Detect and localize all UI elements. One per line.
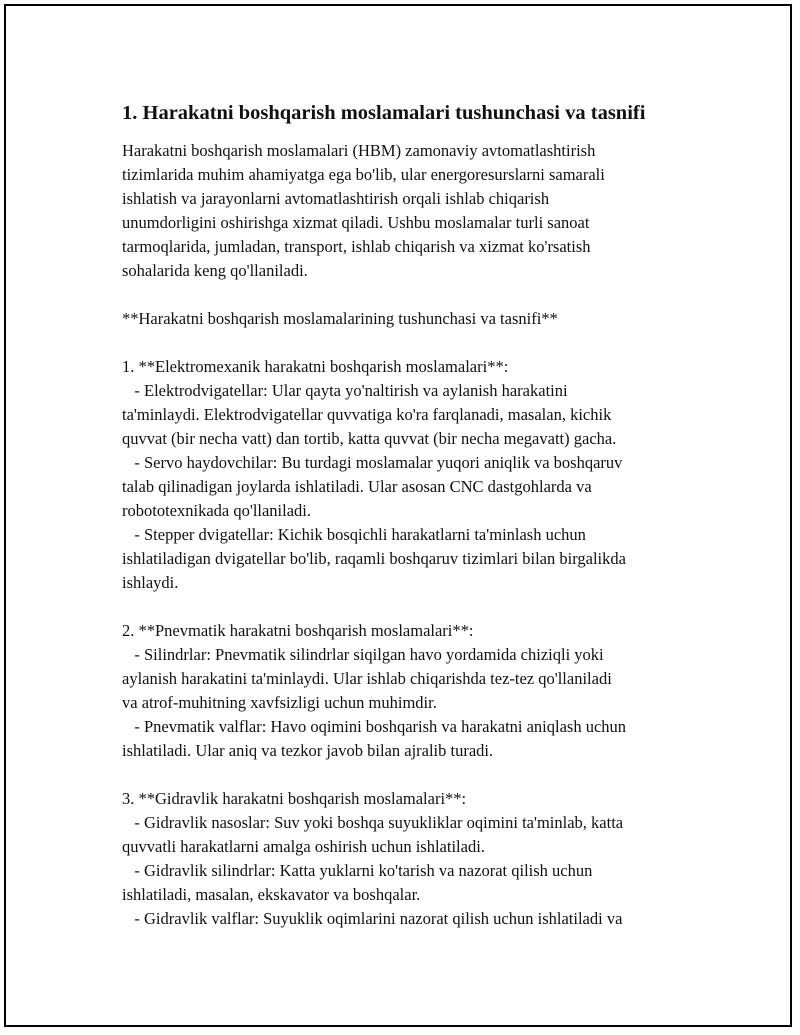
text-line: tizimlarida muhim ahamiyatga ega bo'lib, ular energoresurslarni samarali [122,165,605,184]
text-line: - Servo haydovchilar: Bu turdagi moslamalar yuqori aniqlik va boshqaruv [122,453,623,472]
text-line: ishlatish va jarayonlarni avtomatlashtirish orqali ishlab chiqarish [122,189,550,208]
text-line: ishlatiladi. Ular aniq va tezkor javob bilan ajralib turadi. [122,741,494,760]
text-line: ishlaydi. [122,573,179,592]
document-body [122,139,694,931]
text-line: ishlatiladi, masalan, ekskavator va boshqalar. [122,885,421,904]
text-line: quvvat (bir necha vatt) dan tortib, katta quvvat (bir necha megavatt) gacha. [122,429,617,448]
document-page [4,4,792,1027]
text-line: unumdorligini oshirishga xizmat qiladi. Ushbu moslamalar turli sanoat [122,213,590,232]
text-line: aylanish harakatini ta'minlaydi. Ular ishlab chiqarishda tez-tez qo'llaniladi [122,669,612,688]
blank-line [122,283,694,307]
text-line: talab qilinadigan joylarda ishlatiladi. Ular asosan CNC dastgohlarda va [122,477,592,496]
text-line: - Gidravlik nasoslar: Suv yoki boshqa suyukliklar oqimini ta'minlab, katta [122,813,624,832]
text-line: robototexnikada qo'llaniladi. [122,501,312,520]
text-line: **Harakatni boshqarish moslamalarining tushunchasi va tasnifi** [122,309,558,328]
text-line: 2. **Pnevmatik harakatni boshqarish moslamalari**: [122,621,474,640]
text-line: quvvatli harakatlarni amalga oshirish uchun ishlatiladi. [122,837,485,856]
blank-line [122,331,694,355]
text-line: Harakatni boshqarish moslamalari (HBM) zamonaviy avtomatlashtirish [122,141,596,160]
blank-line [122,763,694,787]
text-line: ta'minlaydi. Elektrodvigatellar quvvatiga ko'ra farqlanadi, masalan, kichik [122,405,612,424]
text-line: ishlatiladigan dvigatellar bo'lib, raqamli boshqaruv tizimlari bilan birgalikda [122,549,626,568]
document-title: 1. Harakatni boshqarish moslamalari tushunchasi va tasnifi [122,102,646,124]
text-line: sohalarida keng qo'llaniladi. [122,261,308,280]
text-line: - Gidravlik valflar: Suyuklik oqimlarini nazorat qilish uchun ishlatiladi va [122,909,623,928]
text-line: - Gidravlik silindrlar: Katta yuklarni ko'tarish va nazorat qilish uchun [122,861,593,880]
text-line: 3. **Gidravlik harakatni boshqarish moslamalari**: [122,789,467,808]
text-line: - Pnevmatik valflar: Havo oqimini boshqarish va harakatni aniqlash uchun [122,717,627,736]
document-content [122,100,694,931]
text-line: - Stepper dvigatellar: Kichik bosqichli harakatlarni ta'minlash uchun [122,525,586,544]
text-line: 1. **Elektromexanik harakatni boshqarish moslamalari**: [122,357,509,376]
blank-line [122,595,694,619]
text-line: tarmoqlarida, jumladan, transport, ishlab chiqarish va xizmat ko'rsatish [122,237,591,256]
text-line: - Silindrlar: Pnevmatik silindrlar siqilgan havo yordamida chiziqli yoki [122,645,604,664]
text-line: - Elektrodvigatellar: Ular qayta yo'naltirish va aylanish harakatini [122,381,568,400]
text-line: va atrof-muhitning xavfsizligi uchun muhimdir. [122,693,437,712]
